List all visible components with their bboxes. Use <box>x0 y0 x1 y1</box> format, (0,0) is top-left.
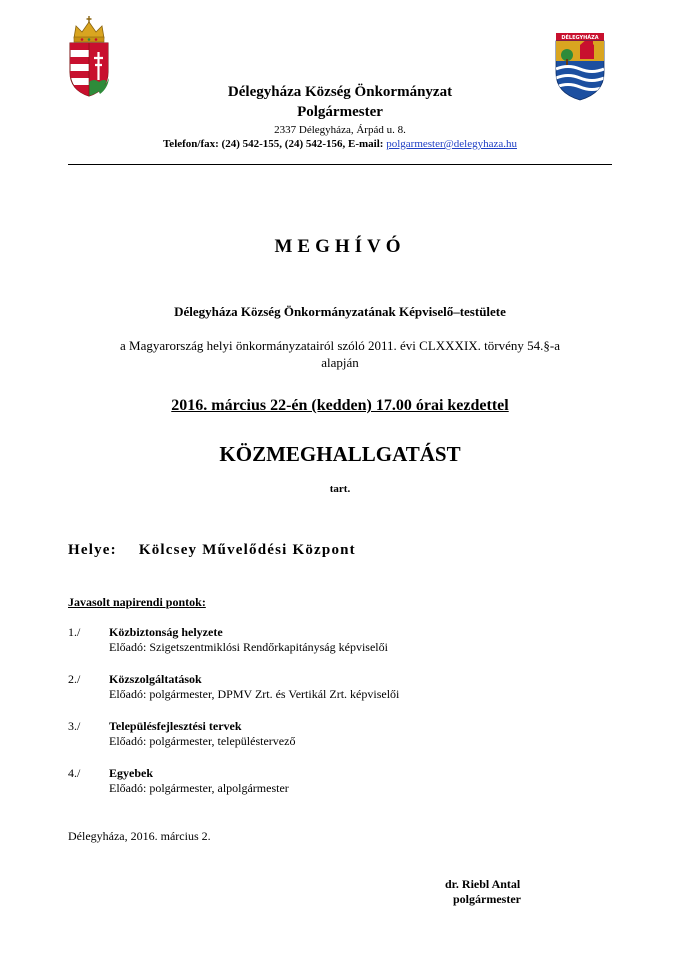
agenda-item-presenter: Előadó: polgármester, alpolgármester <box>109 781 289 795</box>
venue <box>68 542 356 559</box>
event-date-text: 2016. március 22-én (kedden) 17.00 órai kezdettel <box>171 397 509 414</box>
agenda-item-number: 2./ <box>68 672 81 686</box>
letterhead-address: 2337 Délegyháza, Árpád u. 8. <box>274 124 406 136</box>
signer-name: dr. Riebl Antal <box>445 877 521 891</box>
agenda-item-presenter: Előadó: polgármester, DPMV Zrt. és Vertikál Zrt. képviselői <box>109 687 400 701</box>
contact-phone: Telefon/fax: (24) 542-155, (24) 542-156, E-mail: <box>162 138 387 150</box>
event-verb: tart. <box>329 483 351 495</box>
venue-value: Kölcsey Művelődési Központ <box>138 542 356 558</box>
letterhead-contact <box>0 138 680 150</box>
event-date <box>0 397 680 415</box>
email-link[interactable]: polgarmester@delegyhaza.hu <box>386 138 517 150</box>
agenda-item-title: Településfejlesztési tervek <box>109 719 242 733</box>
agenda-item-title: Közbiztonság helyzete <box>109 625 223 639</box>
agenda-item-number: 3./ <box>68 719 81 733</box>
agenda-title: Javasolt napirendi pontok: <box>68 595 206 609</box>
agenda-item-title: Egyebek <box>109 766 154 780</box>
letterhead-office: Polgármester <box>297 104 383 120</box>
header-divider <box>68 164 612 165</box>
place-and-date: Délegyháza, 2016. március 2. <box>68 829 211 843</box>
body-org: Délegyháza Község Önkormányzatának Képviselő–testülete <box>174 304 506 319</box>
law-reference-line2: alapján <box>321 355 359 370</box>
agenda-item-number: 1./ <box>68 625 81 639</box>
law-reference-line1: a Magyarország helyi önkormányzatairól szóló 2011. évi CLXXXIX. törvény 54.§-a <box>120 338 560 353</box>
venue-label: Helye: <box>68 542 117 558</box>
signer-role: polgármester <box>453 892 521 906</box>
event-name: KÖZMEGHALLGATÁST <box>219 442 461 466</box>
document-title: MEGHÍVÓ <box>274 236 406 257</box>
agenda-item-title: Közszolgáltatások <box>109 672 202 686</box>
agenda-item-presenter: Előadó: Szigetszentmiklósi Rendőrkapitányság képviselői <box>109 640 388 654</box>
svg-text:DÉLEGYHÁZA: DÉLEGYHÁZA <box>561 35 599 41</box>
letterhead-org: Délegyháza Község Önkormányzat <box>227 84 453 100</box>
agenda-item-presenter: Előadó: polgármester, településtervező <box>109 734 296 748</box>
agenda-item-number: 4./ <box>68 766 81 780</box>
